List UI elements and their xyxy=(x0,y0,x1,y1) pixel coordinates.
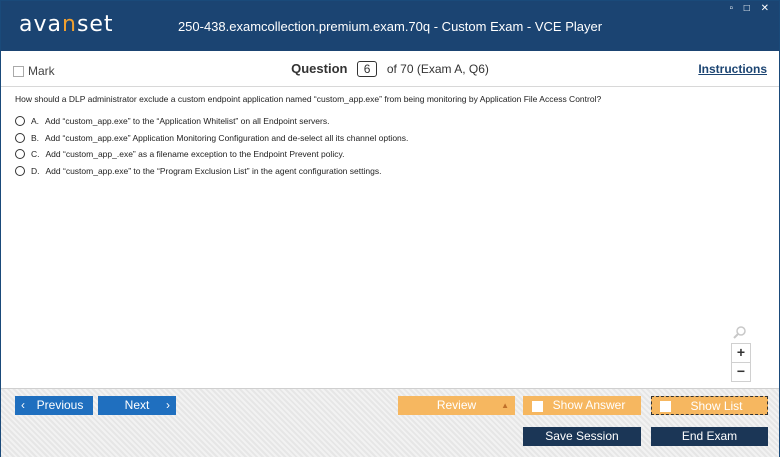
zoom-in-button[interactable]: + xyxy=(731,343,751,363)
option-letter: D. xyxy=(31,165,40,176)
question-info-bar xyxy=(1,51,779,87)
next-button[interactable] xyxy=(98,396,176,415)
chevron-right-icon: › xyxy=(166,398,170,412)
chevron-left-icon: ‹ xyxy=(21,398,25,412)
radio-button[interactable] xyxy=(15,116,25,126)
question-content xyxy=(1,87,779,387)
radio-button[interactable] xyxy=(15,166,25,176)
radio-button[interactable] xyxy=(15,133,25,143)
logo-prefix: ava xyxy=(19,12,62,37)
review-button[interactable] xyxy=(398,396,515,415)
bottom-toolbar xyxy=(1,388,779,457)
previous-label: Previous xyxy=(36,398,84,412)
checkbox-icon[interactable] xyxy=(532,401,543,412)
option-letter: A. xyxy=(31,116,40,127)
zoom-out-button[interactable]: − xyxy=(731,362,751,382)
option-c[interactable] xyxy=(15,146,408,163)
review-label: Review xyxy=(436,398,477,412)
title-bar xyxy=(1,1,779,51)
logo-suffix: set xyxy=(76,12,114,37)
question-number-input[interactable]: 6 xyxy=(357,61,378,77)
show-answer-button[interactable] xyxy=(523,396,641,415)
show-list-label: Show List xyxy=(690,399,743,413)
next-label: Next xyxy=(124,398,150,412)
previous-button[interactable] xyxy=(15,396,93,415)
option-text: Add “custom_app_.exe” as a filename exception to the Endpoint Prevent policy. xyxy=(45,149,345,160)
triangle-up-icon: ▲ xyxy=(501,401,509,410)
show-answer-label: Show Answer xyxy=(552,398,626,412)
option-d[interactable] xyxy=(15,163,408,180)
question-navigator xyxy=(1,61,779,77)
instructions-link[interactable]: Instructions xyxy=(698,62,767,76)
radio-button[interactable] xyxy=(15,149,25,159)
option-a[interactable] xyxy=(15,113,408,130)
option-letter: B. xyxy=(31,132,40,143)
question-text: How should a DLP administrator exclude a custom endpoint application named “custom_app.exe” from being monitoring by Application File Access Control? xyxy=(15,94,602,104)
window-title: 250-438.examcollection.premium.exam.70q - Custom Exam - VCE Player xyxy=(177,19,603,34)
option-letter: C. xyxy=(31,149,40,160)
question-count: of 70 (Exam A, Q6) xyxy=(386,62,489,76)
option-b[interactable] xyxy=(15,130,408,147)
magnifier-icon xyxy=(733,325,745,337)
mark-label: Mark xyxy=(28,64,55,78)
option-text: Add “custom_app.exe” to the “Program Exclusion List” in the agent configuration settings. xyxy=(45,165,382,176)
show-list-button[interactable] xyxy=(651,396,768,415)
option-text: Add “custom_app.exe” Application Monitoring Configuration and de-select all its channel options. xyxy=(45,132,409,143)
save-session-button[interactable]: Save Session xyxy=(523,427,641,446)
window-controls[interactable]: ▫ □ ✕ xyxy=(729,3,773,14)
logo-accent: n xyxy=(61,12,77,37)
answer-options xyxy=(15,113,408,179)
question-label: Question xyxy=(291,61,348,76)
option-text: Add “custom_app.exe” to the “Application Whitelist” on all Endpoint servers. xyxy=(45,116,330,127)
end-exam-button[interactable]: End Exam xyxy=(651,427,768,446)
checkbox-icon[interactable] xyxy=(660,401,671,412)
